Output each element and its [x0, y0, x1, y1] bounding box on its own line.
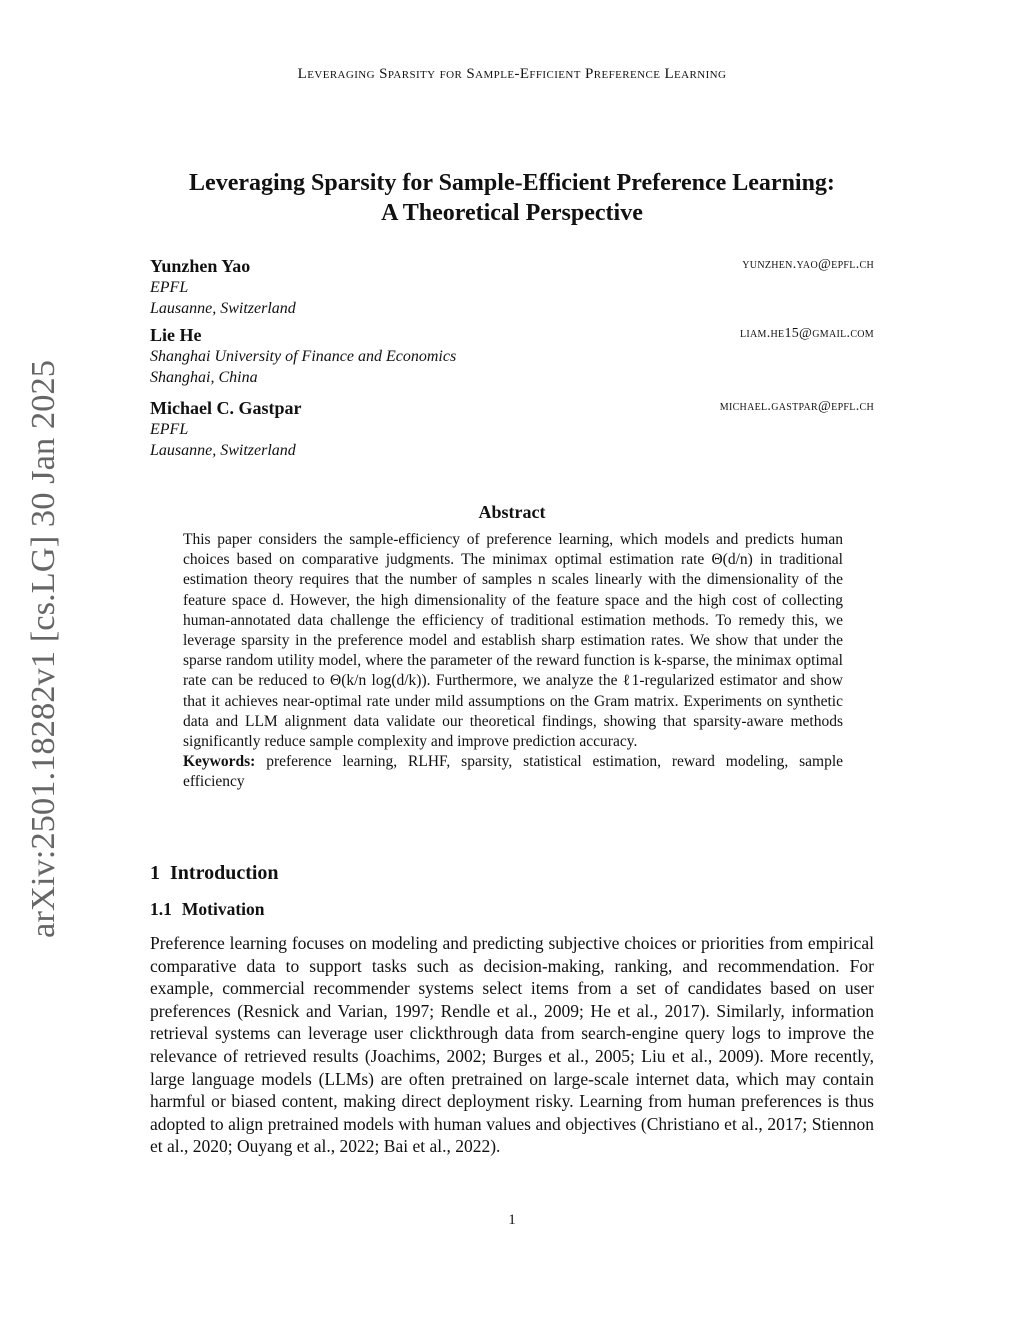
- title-line-2: A Theoretical Perspective: [381, 200, 643, 226]
- author-affiliation: EPFL: [150, 279, 189, 296]
- abstract-heading: Abstract: [478, 502, 546, 522]
- keywords: [183, 752, 843, 792]
- author-affiliation: Shanghai University of Finance and Economics: [150, 348, 457, 365]
- running-head: Leveraging Sparsity for Sample-Efficient Preference Learning: [297, 66, 727, 82]
- subsection-heading-motivation: [150, 899, 265, 920]
- subsection-number: 1.1: [150, 899, 172, 919]
- abstract-text: This paper considers the sample-efficiency of preference learning, which models and predicts human choices based on comparative judgments. The minimax optimal estimation rate Θ(d/n) in traditional estimation theory requires that the number of samples n scales linearly with the dimensionality of the feature space d. However, the high dimensionality of the feature space and the high cost of collecting human-annotated data challenge the efficiency of traditional estimation methods. To remedy this, we leverage sparsity in the preference model and establish sharp estimation rates. We show that under the sparse random utility model, where the parameter of the reward function is k-sparse, the minimax optimal rate can be reduced to Θ(k/n log(d/k)). Furthermore, we analyze the ℓ1-regularized estimator and show that it achieves near-optimal rate under mild assumptions on the Gram matrix. Experiments on synthetic data and LLM alignment data validate our theoretical findings, showing that sparsity-aware methods significantly reduce sample complexity and improve prediction accuracy.: [183, 531, 843, 751]
- motivation-paragraph: Preference learning focuses on modeling and predicting subjective choices or priorities from empirical comparative data to support tasks such as decision-making, ranking, and recommendation. For example, commercial recommender systems select items from a set of candidates based on user preferences (Resnick and Varian, 1997; Rendle et al., 2009; He et al., 2017). Similarly, information retrieval systems can leverage user clickthrough data from search-engine query logs to improve the relevance of retrieved results (Joachims, 2002; Burges et al., 2005; Liu et al., 2009). More recently, large language models (LLMs) are often pretrained on large-scale internet data, which may contain harmful or biased content, making direct deployment risky. Learning from human preferences is thus adopted to align pretrained models with human values and objectives (Christiano et al., 2017; Stiennon et al., 2020; Ouyang et al., 2022; Bai et al., 2022).: [150, 933, 874, 1157]
- subsection-title: Motivation: [181, 899, 265, 919]
- motivation-body: [150, 932, 874, 1158]
- author-block-3: [150, 397, 874, 461]
- title-line-1: Leveraging Sparsity for Sample-Efficient Preference Learning:: [189, 170, 835, 196]
- author-email[interactable]: liam.he15@gmail.com: [739, 326, 874, 341]
- author-email[interactable]: michael.gastpar@epfl.ch: [719, 399, 874, 414]
- author-email[interactable]: yunzhen.yao@epfl.ch: [742, 257, 874, 272]
- page-number: 1: [508, 1212, 516, 1228]
- author-location: Shanghai, China: [150, 369, 258, 386]
- section-number: 1: [150, 862, 160, 884]
- author-affiliation: EPFL: [150, 421, 189, 438]
- section-title: Introduction: [170, 862, 279, 884]
- author-location: Lausanne, Switzerland: [150, 300, 296, 317]
- arxiv-stamp: [18, 360, 64, 940]
- keywords-label: Keywords:: [183, 753, 256, 771]
- paper-title: [0, 168, 1024, 228]
- keywords-list: preference learning, RLHF, sparsity, statistical estimation, reward modeling, sample efficiency: [183, 753, 844, 791]
- section-heading-introduction: [150, 862, 279, 885]
- author-block-1: [150, 255, 874, 319]
- author-name: Michael C. Gastpar: [150, 398, 302, 418]
- arxiv-stamp-text: arXiv:2501.18282v1 [cs.LG] 30 Jan 2025: [25, 369, 62, 938]
- author-name: Lie He: [150, 325, 202, 345]
- author-block-2: [150, 324, 874, 388]
- abstract: [183, 530, 843, 793]
- author-location: Lausanne, Switzerland: [150, 442, 296, 459]
- author-name: Yunzhen Yao: [150, 256, 251, 276]
